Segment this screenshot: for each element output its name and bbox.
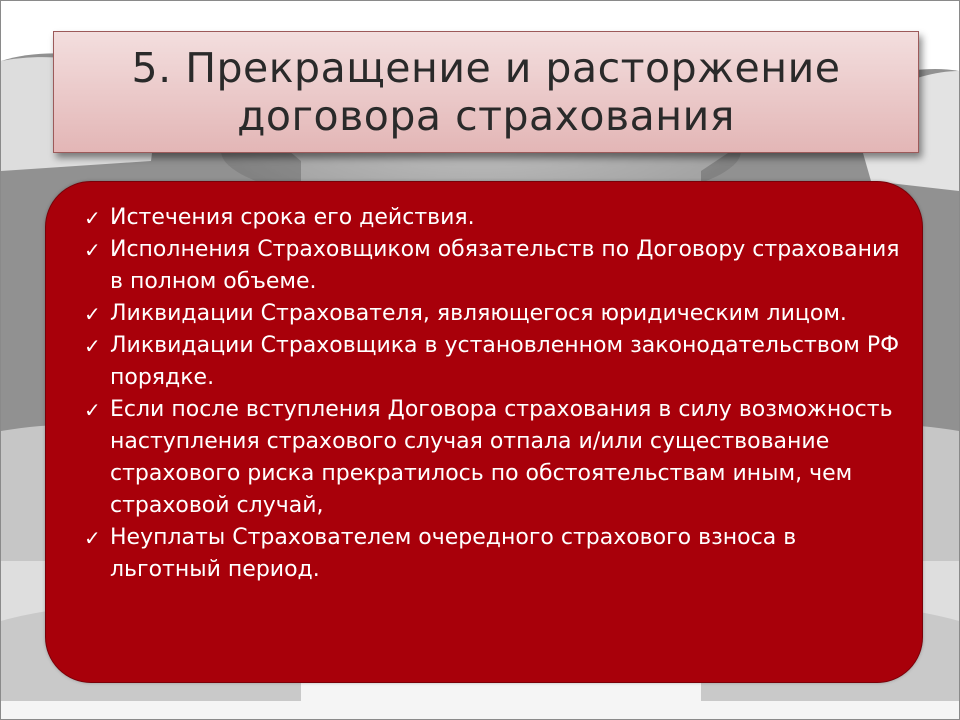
title-line-1: 5. Прекращение и расторжение [131,44,841,92]
check-icon: ✓ [84,302,101,326]
title-line-2: договора страхования [237,92,735,140]
list-item [84,298,906,330]
list-item-text: Истечения срока его действия. [110,205,475,230]
list-item-text: Ликвидации Страховщика в установленном законодательством РФ порядке. [110,333,900,390]
list-item-text: Ликвидации Страхователя, являющегося юридическим лицом. [110,301,847,326]
check-icon: ✓ [84,238,101,262]
check-icon: ✓ [84,526,101,550]
slide-title [54,44,918,140]
list-item [84,234,906,298]
check-icon: ✓ [84,334,101,358]
termination-reasons-list [84,202,906,586]
content-box [45,181,923,683]
check-icon: ✓ [84,206,101,230]
list-item [84,202,906,234]
list-item [84,522,906,586]
title-box [53,31,919,153]
list-item-text: Если после вступления Договора страхования в силу возможность наступления страхового случая отпала и/или существование страхового риска прекратилось по обстоятельствам иным, чем страховой случай, [110,397,893,518]
check-icon: ✓ [84,398,101,422]
list-item [84,394,906,522]
list-item [84,330,906,394]
list-item-text: Неуплаты Страхователем очередного страхового взноса в льготный период. [110,525,797,582]
list-item-text: Исполнения Страховщиком обязательств по Договору страхования в полном объеме. [110,237,900,294]
